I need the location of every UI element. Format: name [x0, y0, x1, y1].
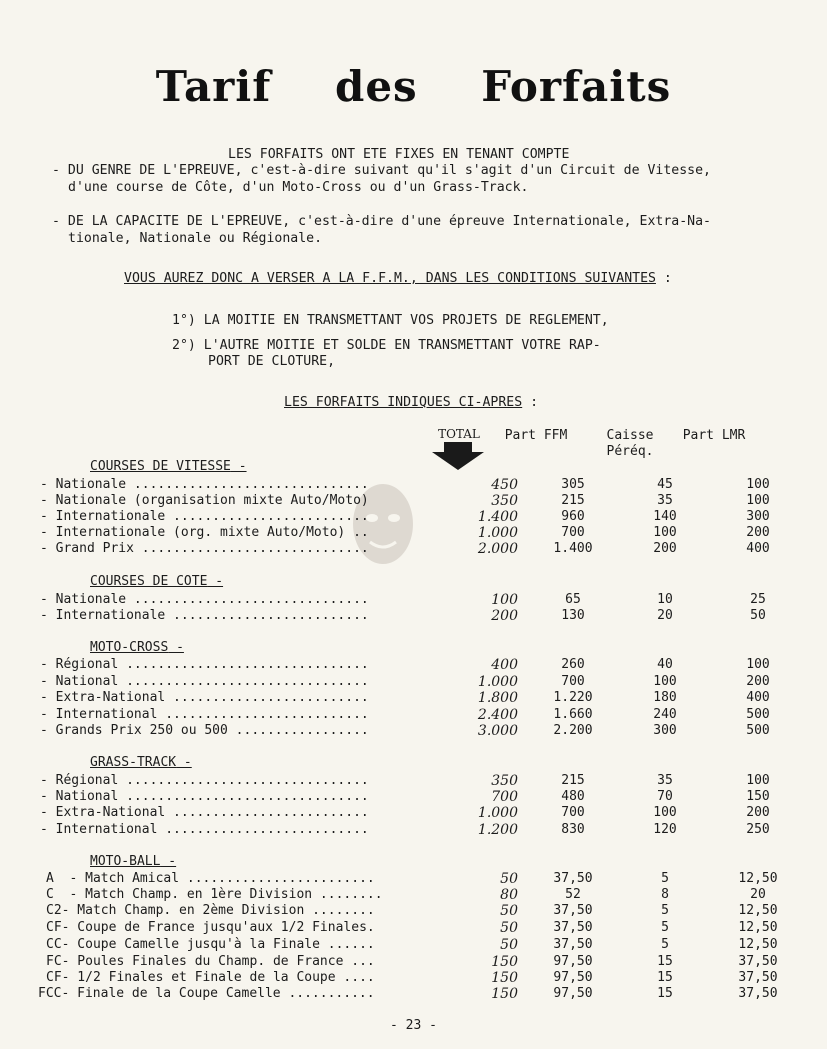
section-title-motocross: MOTO-CROSS - [90, 640, 184, 655]
column-header-caisse: Caisse [606, 428, 654, 443]
table-row: FCC- Finale de la Coupe Camelle ........... 150 97,50 15 37,50 [38, 986, 778, 1002]
table-row: - Nationale .............................. 100 65 10 25 [40, 592, 766, 608]
table-row: - Nationale .............................. 450 305 45 100 [40, 477, 770, 493]
payment-step-2-line1: 2°) L'AUTRE MOITIE ET SOLDE EN TRANSMETTANT VOTRE RAP- [172, 338, 601, 353]
table-row: - Extra-National ......................... 1.800 1.220 180 400 [40, 690, 770, 706]
table-row: - International .......................... 1.200 830 120 250 [40, 822, 770, 838]
table-heading-text: LES FORFAITS INDIQUES CI-APRES [284, 395, 523, 410]
section-title-vitesse: COURSES DE VITESSE - [90, 459, 247, 474]
section-title-motoball: MOTO-BALL - [90, 854, 177, 869]
down-arrow-icon [430, 442, 486, 470]
intro-item1-line1: - DU GENRE DE L'EPREUVE, c'est-à-dire suivant qu'il s'agit d'un Circuit de Vitesse, [52, 163, 711, 178]
table-row: - Nationale (organisation mixte Auto/Moto) 350 215 35 100 [40, 493, 770, 509]
table-row: CF- Coupe de France jusqu'aux 1/2 Finales. 50 37,50 5 12,50 [46, 920, 778, 936]
intro-item1-line2: d'une course de Côte, d'un Moto-Cross ou d'un Grass-Track. [68, 180, 529, 195]
column-header-total: TOTAL [438, 427, 480, 441]
table-row: CF- 1/2 Finales et Finale de la Coupe .... 150 97,50 15 37,50 [46, 970, 778, 986]
table-row: - Extra-National ......................... 1.000 700 100 200 [40, 805, 770, 821]
payment-heading-text: VOUS AUREZ DONC A VERSER A LA F.F.M., DANS LES CONDITIONS SUIVANTES [124, 271, 656, 286]
payment-heading [124, 271, 672, 287]
column-header-pereq: Péréq. [606, 444, 654, 459]
table-row: FC- Poules Finales du Champ. de France ... 150 97,50 15 37,50 [46, 954, 778, 970]
table-row: C - Match Champ. en 1ère Division ........ 80 52 8 20 [46, 887, 766, 903]
table-row: - National ............................... 700 480 70 150 [40, 789, 770, 805]
table-row: - Grand Prix ............................. 2.000 1.400 200 400 [40, 541, 770, 557]
page-title: Tarif des Forfaits [155, 62, 672, 111]
table-row: - National ............................... 1.000 700 100 200 [40, 674, 770, 690]
table-row: - Internationale ......................... 200 130 20 50 [40, 608, 766, 624]
table-row: - Régional ............................... 400 260 40 100 [40, 657, 770, 673]
table-row: A - Match Amical ........................ 50 37,50 5 12,50 [46, 871, 778, 887]
table-row: - Internationale ......................... 1.400 960 140 300 [40, 509, 770, 525]
payment-step-1: 1°) LA MOITIE EN TRANSMETTANT VOS PROJETS DE REGLEMENT, [172, 313, 609, 328]
table-row: - Internationale (org. mixte Auto/Moto) .. 1.000 700 100 200 [40, 525, 770, 541]
table-heading [284, 395, 538, 411]
payment-step-2-line2: PORT DE CLOTURE, [208, 354, 336, 369]
intro-item2-line1: - DE LA CAPACITE DE L'EPREUVE, c'est-à-dire d'une épreuve Internationale, Extra-Na- [52, 214, 711, 229]
section-title-cote: COURSES DE COTE - [90, 574, 224, 589]
column-header-lmr: Part LMR [682, 428, 746, 443]
intro-item2-line2: tionale, Nationale ou Régionale. [68, 231, 323, 246]
intro-line: LES FORFAITS ONT ETE FIXES EN TENANT COMPTE [228, 147, 570, 162]
table-row: - Grands Prix 250 ou 500 ................. 3.000 2.200 300 500 [40, 723, 770, 739]
table-row: - International .......................... 2.400 1.660 240 500 [40, 707, 770, 723]
column-header-ffm: Part FFM [504, 428, 568, 443]
payment-heading-colon: : [663, 271, 672, 286]
table-row: C2- Match Champ. en 2ème Division ........ 50 37,50 5 12,50 [46, 903, 778, 919]
section-title-grasstrack: GRASS-TRACK - [90, 755, 192, 770]
page-number: - 23 - [390, 1018, 437, 1033]
table-heading-colon: : [530, 395, 539, 410]
table-row: CC- Coupe Camelle jusqu'à la Finale ...... 50 37,50 5 12,50 [46, 937, 778, 953]
table-row: - Régional ............................... 350 215 35 100 [40, 773, 770, 789]
